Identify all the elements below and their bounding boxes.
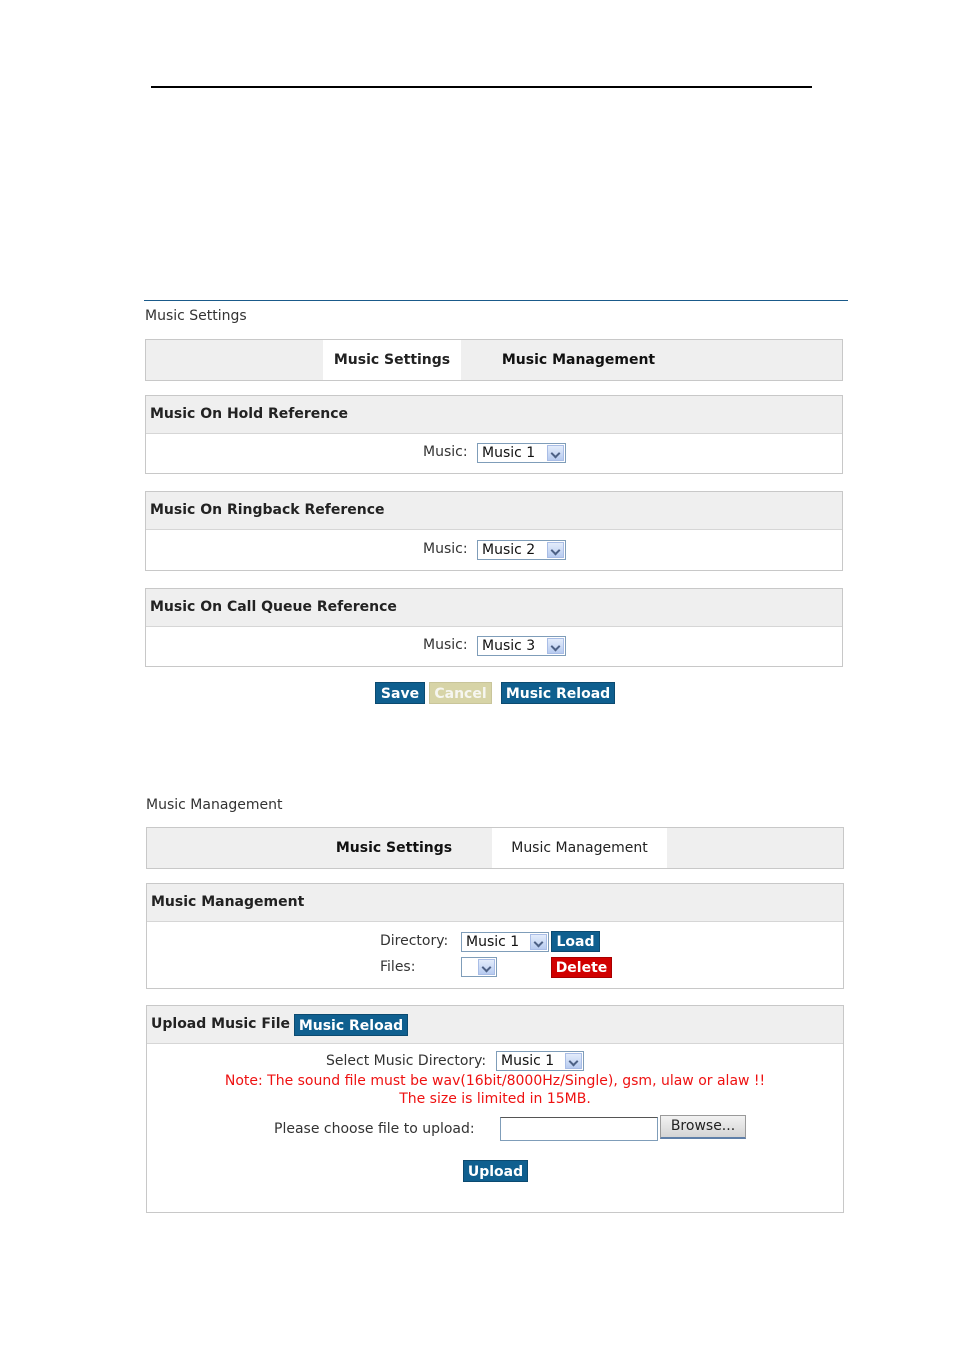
panel-title: Upload Music File [151,1016,291,1032]
music-on-call-queue-select[interactable] [477,636,566,656]
music-label: Music: [423,541,468,557]
save-button[interactable]: Save [375,682,425,704]
upload-music-file-panel [146,1005,844,1213]
cancel-button[interactable]: Cancel [429,682,492,704]
section-caption-management: Music Management [146,797,283,813]
tab-bar [146,827,844,869]
music-reload-button[interactable]: Music Reload [294,1014,408,1036]
files-label: Files: [380,959,416,975]
selected-value: Music 1 [501,1053,555,1069]
panel-title: Music On Call Queue Reference [146,589,842,627]
section-divider [144,300,848,301]
chevron-down-icon [530,934,547,950]
files-select[interactable] [461,957,497,977]
music-on-ringback-select[interactable] [477,540,566,560]
selected-value: Music 1 [466,934,520,950]
chevron-down-icon [547,638,564,654]
music-management-panel [146,883,844,989]
music-label: Music: [423,444,468,460]
delete-button[interactable]: Delete [551,957,612,978]
music-label: Music: [423,637,468,653]
music-on-ringback-panel [145,491,843,571]
upload-directory-select[interactable] [496,1051,584,1071]
file-path-input[interactable] [500,1117,658,1141]
panel-title: Music On Hold Reference [146,396,842,434]
chevron-down-icon [478,959,495,975]
selected-value: Music 1 [482,445,536,461]
load-button[interactable]: Load [551,931,600,952]
tab-music-settings[interactable]: Music Settings [335,840,453,856]
upload-panel-header [147,1006,843,1044]
music-on-hold-select[interactable] [477,443,566,463]
tab-music-settings[interactable]: Music Settings [323,340,461,380]
panel-title: Music On Ringback Reference [146,492,842,530]
selected-value: Music 3 [482,638,536,654]
browse-button[interactable]: Browse... [660,1115,746,1139]
tab-music-management[interactable]: Music Management [492,828,667,868]
tab-bar [145,339,843,381]
format-note: Note: The sound file must be wav(16bit/8000Hz/Single), gsm, ulaw or alaw !! [224,1073,766,1089]
tab-music-management[interactable]: Music Management [501,352,656,368]
directory-select[interactable] [461,932,549,952]
chevron-down-icon [547,445,564,461]
chevron-down-icon [547,542,564,558]
selected-value: Music 2 [482,542,536,558]
section-caption-settings: Music Settings [145,308,247,324]
top-rule [151,86,812,88]
music-on-call-queue-panel [145,588,843,667]
music-on-hold-panel [145,395,843,474]
choose-file-label: Please choose file to upload: [274,1121,475,1137]
panel-title: Music Management [147,884,843,922]
size-limit-note: The size is limited in 15MB. [399,1091,591,1107]
directory-label: Directory: [380,933,449,949]
music-reload-button[interactable]: Music Reload [501,682,615,704]
select-music-directory-label: Select Music Directory: [326,1053,487,1069]
upload-button[interactable]: Upload [463,1160,528,1182]
chevron-down-icon [565,1053,582,1069]
